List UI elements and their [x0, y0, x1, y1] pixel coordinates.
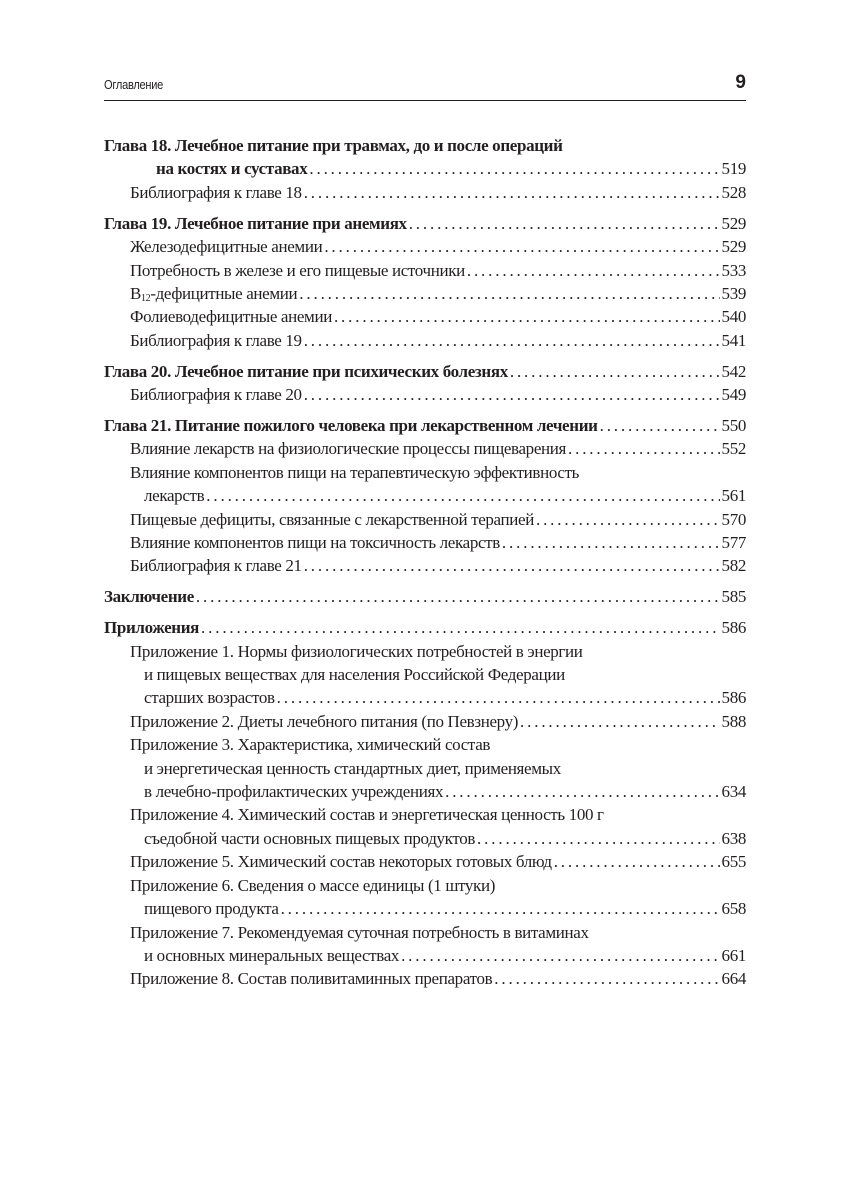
table-of-contents — [104, 134, 746, 991]
dot-leader — [206, 484, 719, 507]
toc-page-number: 588 — [721, 711, 746, 731]
toc-page-number: 586 — [721, 688, 746, 708]
toc-title-line: в лечебно-профилактических учреждениях — [144, 782, 444, 802]
toc-title-line — [130, 282, 297, 305]
toc-title-line: Приложения — [104, 618, 200, 638]
toc-item[interactable] — [104, 282, 746, 305]
toc-title-line: Фолиеводефицитные анемии — [130, 307, 332, 327]
toc-page-number: 541 — [721, 330, 746, 350]
toc-item[interactable] — [104, 181, 746, 204]
dot-leader — [304, 383, 720, 406]
toc-title-line: и пищевых веществах для населения Российской Федерации — [144, 665, 565, 685]
toc-page-number: 550 — [721, 415, 746, 435]
toc-page-number: 638 — [721, 828, 746, 848]
dot-leader — [304, 554, 720, 577]
toc-chapter[interactable] — [104, 134, 746, 181]
toc-title-line: старших возрастов — [144, 688, 275, 708]
page-header — [104, 74, 746, 101]
toc-title-line: Приложение 8. Состав поливитаминных препаратов — [130, 969, 493, 989]
toc-page-number: 561 — [721, 486, 746, 506]
toc-item[interactable] — [104, 329, 746, 352]
toc-page-number: 529 — [721, 237, 746, 257]
toc-title-line: Глава 21. Питание пожилого человека при лекарственном лечении — [104, 415, 598, 435]
toc-title-line: и энергетическая ценность стандартных диет, применяемых — [144, 758, 561, 778]
toc-item[interactable] — [104, 967, 746, 990]
dot-leader — [309, 157, 719, 180]
toc-item[interactable] — [104, 850, 746, 873]
toc-page-number: 540 — [721, 307, 746, 327]
toc-title-line: и основных минеральных веществах — [144, 945, 400, 965]
toc-title-line: Библиография к главе 18 — [130, 182, 302, 202]
dot-leader — [196, 585, 720, 608]
dot-leader — [201, 616, 720, 639]
dot-leader — [324, 235, 719, 258]
dot-leader — [304, 181, 720, 204]
toc-page-number: 519 — [721, 159, 746, 179]
toc-item[interactable] — [104, 259, 746, 282]
dot-leader — [334, 305, 720, 328]
title-part-pre: B — [130, 283, 141, 303]
toc-title-line: Глава 18. Лечебное питание при травмах, до и после операций — [104, 136, 563, 155]
toc-title-line: Приложение 6. Сведения о массе единицы (1 штуки) — [130, 875, 496, 895]
toc-title-line: Заключение — [104, 587, 194, 607]
toc-title-line: Глава 19. Лечебное питание при анемиях — [104, 213, 407, 233]
toc-page-number: 661 — [721, 945, 746, 965]
toc-item[interactable] — [104, 531, 746, 554]
title-part-post: -дефицитные анемии — [150, 283, 298, 303]
toc-title-line: Влияние лекарств на физиологические процессы пищеварения — [130, 439, 566, 459]
toc-title-line: Приложение 7. Рекомендуемая суточная потребность в витаминах — [130, 922, 589, 942]
dot-leader — [304, 329, 720, 352]
toc-title-line: Библиография к главе 21 — [130, 556, 302, 576]
dot-leader — [281, 897, 720, 920]
toc-item[interactable] — [104, 874, 746, 921]
dot-leader — [409, 212, 720, 235]
toc-page-number: 533 — [721, 260, 746, 280]
toc-page-number: 582 — [721, 556, 746, 576]
toc-title-line: на костях и суставах — [156, 159, 308, 179]
toc-chapter[interactable] — [104, 585, 746, 608]
toc-title-line: Железодефицитные анемии — [130, 237, 323, 257]
dot-leader — [520, 710, 720, 733]
dot-leader — [502, 531, 720, 554]
dot-leader — [299, 282, 719, 305]
toc-page-number: 634 — [721, 782, 746, 802]
toc-page-number: 577 — [721, 533, 746, 552]
dot-leader — [536, 508, 720, 531]
dot-leader — [277, 686, 720, 709]
dot-leader — [477, 827, 720, 850]
toc-item[interactable] — [104, 921, 746, 968]
toc-item[interactable] — [104, 437, 746, 460]
toc-page-number: 539 — [721, 283, 746, 303]
toc-title-line: Приложение 5. Химический состав некоторых готовых блюд — [130, 852, 552, 872]
toc-page-number: 549 — [721, 385, 746, 405]
toc-title-line: Потребность в железе и его пищевые источники — [130, 260, 465, 280]
toc-chapter[interactable] — [104, 212, 746, 235]
toc-title-line: лекарств — [144, 486, 205, 506]
toc-title-line: пищевого продукта — [144, 899, 279, 919]
toc-title-line: Глава 20. Лечебное питание при психических болезнях — [104, 361, 508, 381]
page-number: 9 — [735, 72, 746, 93]
toc-title-line: Приложение 4. Химический состав и энергетическая ценность 100 г — [130, 805, 604, 825]
toc-title-line: Библиография к главе 19 — [130, 330, 302, 350]
toc-item[interactable] — [104, 733, 746, 803]
toc-page-number: 586 — [721, 618, 746, 638]
dot-leader — [401, 944, 719, 967]
toc-page-number: 664 — [721, 969, 746, 989]
toc-item[interactable] — [104, 640, 746, 710]
dot-leader — [467, 259, 720, 282]
toc-page-number: 658 — [721, 899, 746, 919]
toc-title-line: Приложение 3. Характеристика, химический состав — [130, 735, 491, 755]
toc-page-number: 570 — [721, 509, 746, 529]
toc-page-number: 585 — [721, 587, 746, 607]
toc-page-number: 528 — [721, 182, 746, 202]
dot-leader — [510, 360, 720, 383]
dot-leader — [494, 967, 719, 990]
toc-page-number: 529 — [721, 213, 746, 233]
toc-chapter[interactable] — [104, 360, 746, 383]
toc-item[interactable] — [104, 305, 746, 328]
toc-page-number: 542 — [721, 361, 746, 381]
running-title: Оглавление — [104, 77, 164, 92]
dot-leader — [568, 437, 720, 460]
toc-page-number: 655 — [721, 852, 746, 872]
toc-title-line: Библиография к главе 20 — [130, 385, 302, 405]
toc-item[interactable] — [104, 235, 746, 258]
toc-title-line: съедобной части основных пищевых продуктов — [144, 828, 476, 848]
toc-chapter[interactable] — [104, 616, 746, 639]
toc-item[interactable] — [104, 461, 746, 508]
toc-title-line: Влияние компонентов пищи на терапевтическую эффективность — [130, 462, 580, 482]
toc-item[interactable] — [104, 508, 746, 531]
toc-item[interactable] — [104, 383, 746, 406]
toc-chapter[interactable] — [104, 414, 746, 437]
dot-leader — [445, 780, 719, 803]
toc-title-line: Пищевые дефициты, связанные с лекарственной терапией — [130, 509, 534, 529]
dot-leader — [554, 850, 720, 873]
toc-page-number: 552 — [721, 439, 746, 459]
toc-item[interactable] — [104, 554, 746, 577]
dot-leader — [600, 414, 720, 437]
toc-title-line: Приложение 2. Диеты лечебного питания (по Певзнеру) — [130, 711, 519, 731]
toc-item[interactable] — [104, 803, 746, 850]
toc-title-line: Приложение 1. Нормы физиологических потребностей в энергии — [130, 641, 583, 661]
toc-item[interactable] — [104, 710, 746, 733]
title-part-sub: 12 — [141, 292, 151, 304]
toc-title-line: Влияние компонентов пищи на токсичность лекарств — [130, 533, 500, 552]
